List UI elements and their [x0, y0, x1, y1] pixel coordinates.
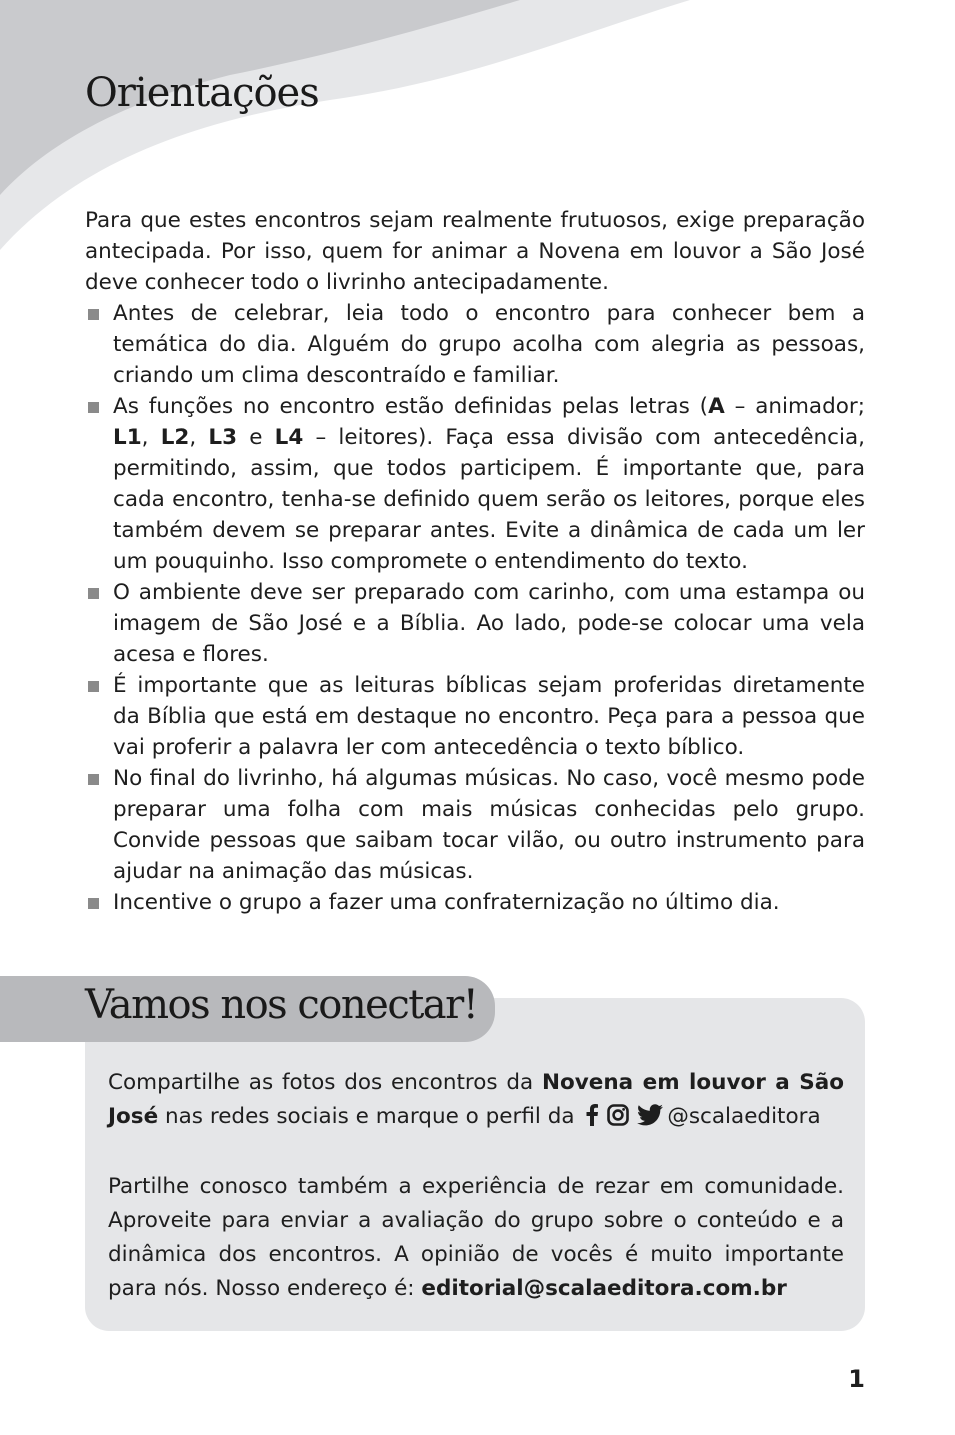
text-run: – animador;	[724, 394, 865, 419]
bold-run: L3	[208, 425, 238, 450]
square-bullet-icon	[88, 588, 99, 599]
list-item	[85, 391, 865, 577]
text-run: – leitores). Faça essa divisão com antecedência, permitindo, assim, que todos participem. É importante que, para cada encontro, tenha-se definido quem serão os leitores, porque eles também devem se preparar antes. Evite a dinâmica de cada um ler um pouquinho. Isso compromete o entendimento do texto.	[113, 425, 865, 574]
email-address[interactable]: editorial@scalaeditora.com.br	[421, 1276, 787, 1301]
section-title-orientacoes: Orientações	[85, 70, 319, 116]
list-item-text: No final do livrinho, há algumas músicas. No caso, você mesmo pode preparar uma folha com mais músicas conhecidas pelo grupo. Convide pessoas que saibam tocar vilão, ou outro instrumento para ajudar na animação das músicas.	[113, 766, 865, 884]
instagram-icon[interactable]	[607, 1103, 629, 1137]
share-paragraph	[108, 1066, 844, 1137]
text-run: Partilhe conosco também a experiência de rezar em comunidade. Aproveite para enviar a avaliação do grupo sobre o conteúdo e a dinâmica dos encontros. A opinião de vocês é muito importante para nós. Nosso endereço é:	[108, 1174, 844, 1301]
list-item	[85, 298, 865, 391]
square-bullet-icon	[88, 898, 99, 909]
intro-paragraph: Para que estes encontros sejam realmente frutuosos, exige preparação antecipada. Por isso, quem for animar a Novena em louvor a São José deve conhecer todo o livrinho antecipadamente.	[85, 208, 865, 295]
text-run: As funções no encontro estão definidas pelas letras (	[113, 394, 709, 419]
novena-name: Novena em louvor a São José	[108, 1070, 844, 1129]
list-item-text: É importante que as leituras bíblicas sejam proferidas diretamente da Bíblia que está em destaque no encontro. Peça para a pessoa que vai proferir a palavra ler com antecedência o texto bíblico.	[113, 673, 865, 760]
text-run: e	[237, 425, 275, 450]
list-item	[85, 577, 865, 670]
text-run: ,	[189, 425, 209, 450]
square-bullet-icon	[88, 402, 99, 413]
text-run: nas redes sociais e marque o perfil da	[158, 1104, 582, 1129]
list-item-text: Antes de celebrar, leia todo o encontro para conhecer bem a temática do dia. Alguém do grupo acolha com alegria as pessoas, criando um clima descontraído e familiar.	[113, 301, 865, 388]
bold-run: L2	[160, 425, 190, 450]
bold-run: L4	[274, 425, 304, 450]
square-bullet-icon	[88, 309, 99, 320]
guidelines-list	[85, 298, 865, 918]
page-number: 1	[848, 1365, 865, 1393]
square-bullet-icon	[88, 681, 99, 692]
square-bullet-icon	[88, 774, 99, 785]
orientacoes-body	[85, 205, 865, 918]
list-item-text: Incentive o grupo a fazer uma confraternização no último dia.	[113, 890, 780, 915]
social-handle[interactable]: @scalaeditora	[667, 1104, 821, 1129]
text-run: ,	[141, 425, 161, 450]
section-title-conectar: Vamos nos conectar!	[85, 982, 478, 1028]
list-item-text	[113, 394, 865, 574]
twitter-icon[interactable]	[637, 1103, 663, 1137]
bold-run: A	[708, 394, 725, 419]
list-item	[85, 763, 865, 887]
text-run: Compartilhe as fotos dos encontros da	[108, 1070, 542, 1095]
facebook-icon[interactable]	[585, 1103, 599, 1137]
feedback-paragraph	[108, 1170, 844, 1306]
list-item	[85, 670, 865, 763]
list-item	[85, 887, 865, 918]
list-item-text: O ambiente deve ser preparado com carinho, com uma estampa ou imagem de São José e a Bíblia. Ao lado, pode-se colocar uma vela acesa e flores.	[113, 580, 865, 667]
bold-run: L1	[113, 425, 142, 450]
